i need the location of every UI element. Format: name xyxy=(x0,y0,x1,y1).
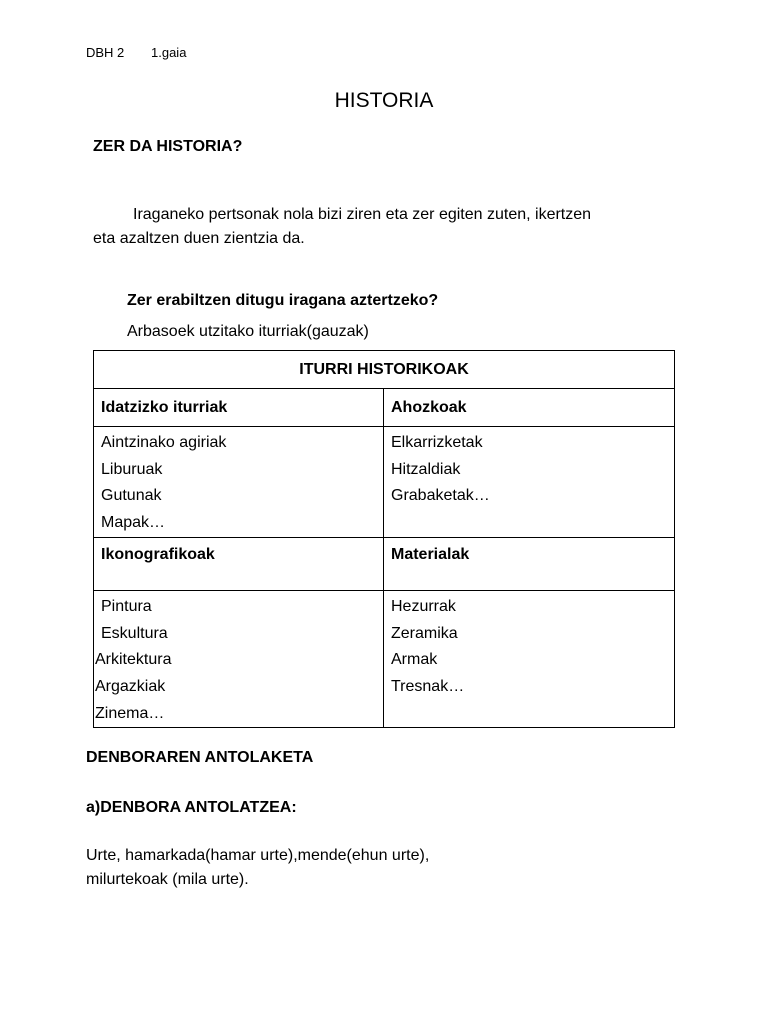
header-material-sources: Materialak xyxy=(384,537,675,590)
list-item: Pintura xyxy=(101,597,152,615)
section-subheading: a)DENBORA ANTOLATZEA: xyxy=(86,799,297,816)
iconographic-sources-list xyxy=(94,590,384,728)
list-item: Hezurrak xyxy=(391,597,456,615)
definition-line-2: eta azaltzen duen zientzia da. xyxy=(93,230,305,247)
list-item: Argazkiak xyxy=(95,677,166,695)
list-item: Grabaketak… xyxy=(391,487,490,505)
written-sources-list xyxy=(94,427,384,538)
header-oral-sources: Ahozkoak xyxy=(384,389,675,427)
page-title: HISTORIA xyxy=(334,89,434,112)
material-sources-list xyxy=(384,590,675,728)
table-header-row xyxy=(94,537,675,590)
historical-sources-table xyxy=(93,350,675,728)
answer-sources: Arbasoek utzitako iturriak(gauzak) xyxy=(127,323,369,340)
list-item: Hitzaldiak xyxy=(391,460,461,478)
list-item: Mapak… xyxy=(101,514,166,532)
list-item: Armak xyxy=(391,651,438,669)
list-item: Aintzinako agiriak xyxy=(101,434,227,451)
header-written-sources: Idatzizko iturriak xyxy=(94,389,384,427)
list-item: Arkitektura xyxy=(95,651,172,669)
table-row xyxy=(94,427,675,538)
table-row xyxy=(94,590,675,728)
unit-label: 1.gaia xyxy=(151,45,187,60)
list-item: Zinema… xyxy=(95,704,165,722)
list-item: Elkarrizketak xyxy=(391,434,483,451)
table-header-row xyxy=(94,389,675,427)
question-sources: Zer erabiltzen ditugu iragana aztertzeko? xyxy=(127,292,439,309)
header-iconographic-sources: Ikonografikoak xyxy=(94,537,384,590)
course-label: DBH 2 xyxy=(86,45,125,60)
definition-line-1: Iraganeko pertsonak nola bizi ziren eta zer egiten zuten, ikertzen xyxy=(133,206,592,223)
list-item: Zeramika xyxy=(391,624,458,642)
time-units-line-2: milurtekoak (mila urte). xyxy=(86,871,249,888)
list-item: Liburuak xyxy=(101,460,163,478)
section-heading: DENBORAREN ANTOLAKETA xyxy=(86,749,314,766)
table-title: ITURRI HISTORIKOAK xyxy=(94,351,675,389)
question-what-is-history: ZER DA HISTORIA? xyxy=(93,138,243,155)
time-units-line-1: Urte, hamarkada(hamar urte),mende(ehun urte), xyxy=(86,847,430,864)
list-item: Tresnak… xyxy=(391,677,465,695)
list-item: Eskultura xyxy=(101,624,168,642)
oral-sources-list xyxy=(384,427,675,538)
list-item: Gutunak xyxy=(101,487,162,505)
table-title-row xyxy=(94,351,675,389)
